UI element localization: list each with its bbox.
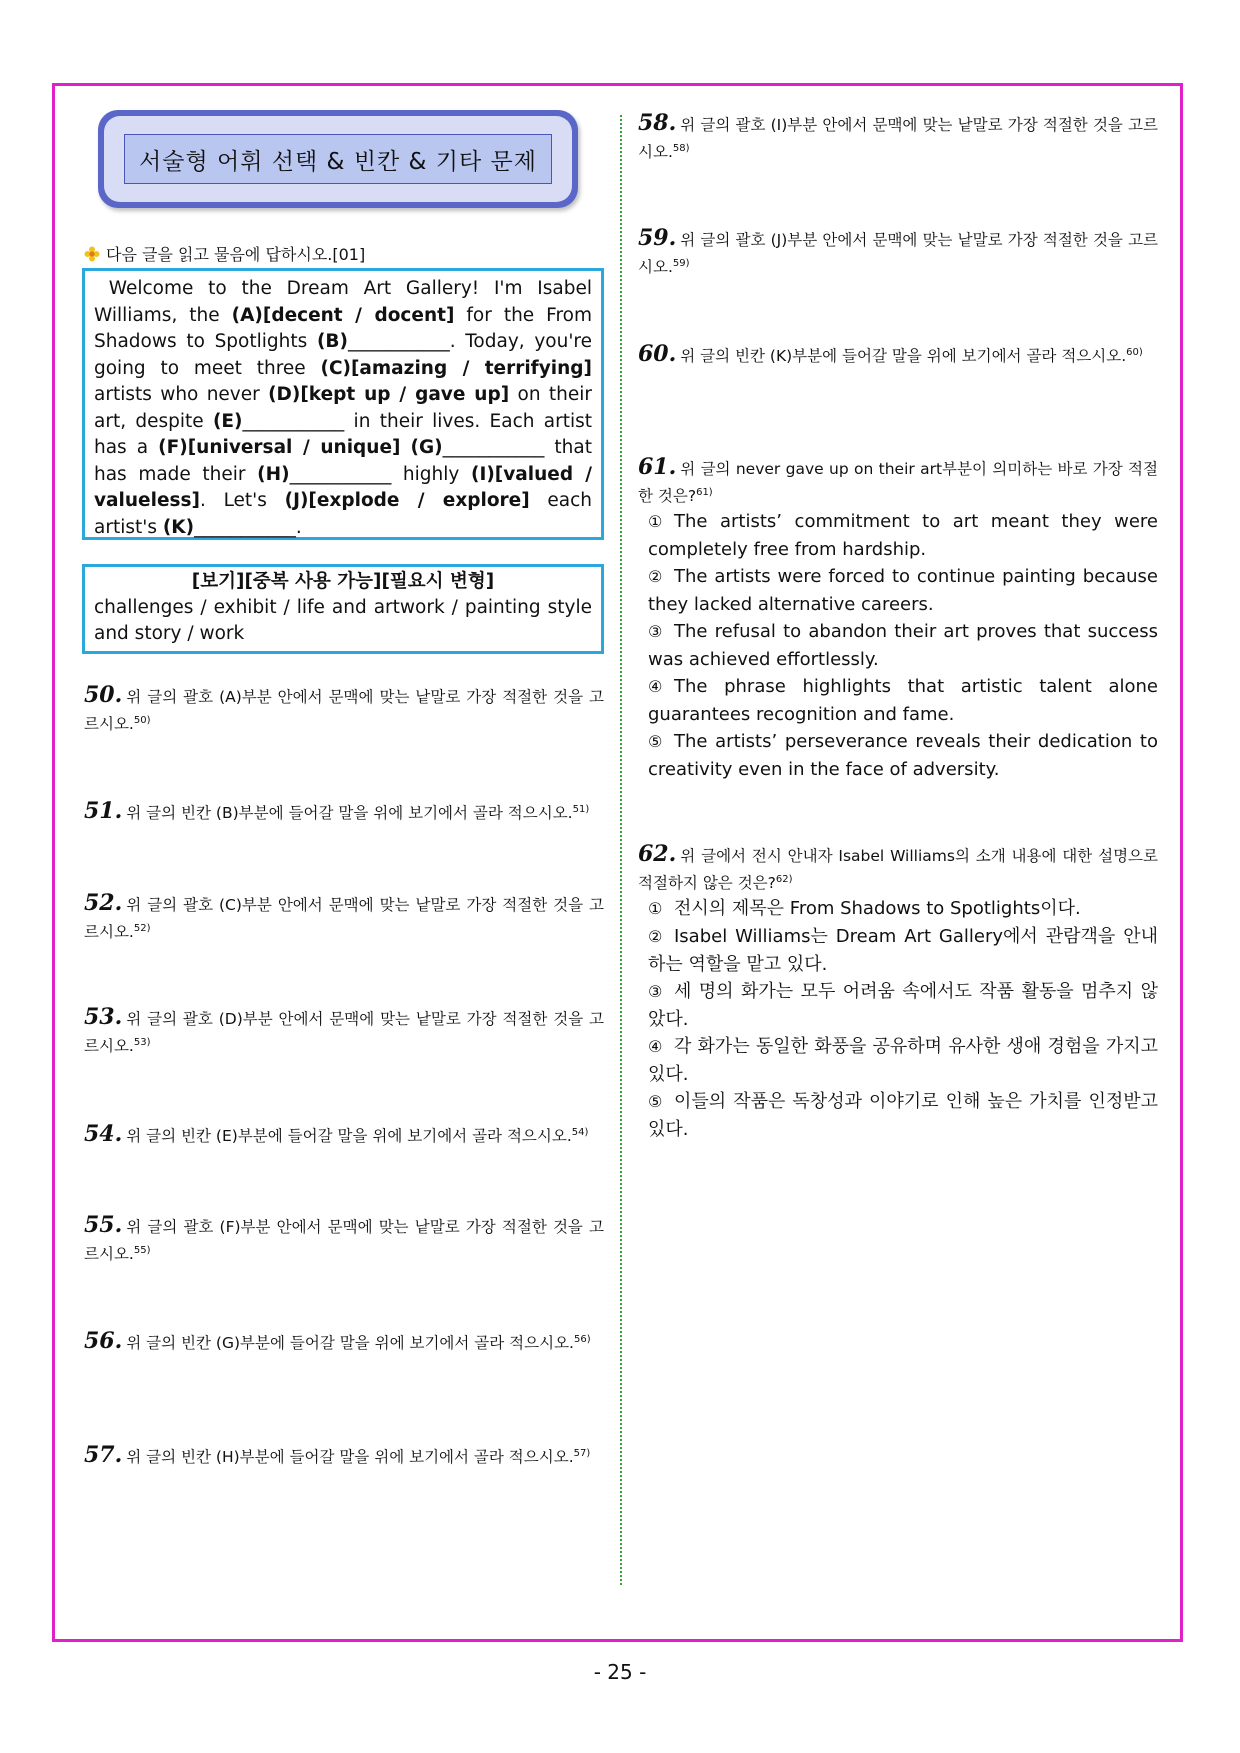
passage-text: ___________ in their lives. Each artist has a — [94, 410, 592, 458]
passage-text: artists who never — [94, 384, 269, 405]
option-mark: ② — [648, 927, 663, 946]
question-text: 위 글의 빈칸 (K)부분에 들어갈 말을 위에 보기에서 골라 적으시오. — [680, 347, 1127, 366]
option-text: Isabel Williams는 Dream Art Gallery에서 관람객을 안내하는 역할을 맡고 있다. — [648, 926, 1158, 975]
passage-text: ___________ that has made their — [94, 437, 592, 485]
option-text: 각 화가는 동일한 화풍을 공유하며 유사한 생애 경험을 가지고 있다. — [648, 1036, 1158, 1085]
footnote-mark: 62) — [775, 874, 793, 885]
question-text: 위 글의 괄호 (F)부분 안에서 문맥에 맞는 낱말로 가장 적절한 것을 고르시오. — [84, 1218, 604, 1264]
question-text: 위 글의 괄호 (J)부분 안에서 문맥에 맞는 낱말로 가장 적절한 것을 고르시오. — [638, 231, 1158, 277]
question-text: 위 글의 빈칸 (B)부분에 들어갈 말을 위에 보기에서 골라 적으시오. — [126, 804, 573, 823]
option-mark: ③ — [648, 622, 663, 641]
passage-text — [400, 437, 410, 458]
question-number: 51. — [84, 798, 123, 825]
option-text: 세 명의 화가는 모두 어려움 속에서도 작품 활동을 멈추지 않았다. — [648, 981, 1158, 1030]
reading-passage — [82, 268, 604, 540]
option-61-5[interactable] — [648, 728, 1158, 783]
footnote-mark: 51) — [572, 804, 590, 815]
question-50 — [84, 684, 604, 736]
question-52 — [84, 892, 604, 944]
question-text: 위 글에서 전시 안내자 Isabel Williams의 소개 내용에 대한 설명으로 적절하지 않은 것은? — [638, 847, 1158, 893]
option-text: 이들의 작품은 독창성과 이야기로 인해 높은 가치를 인정받고 있다. — [648, 1091, 1158, 1140]
question-text: 위 글의 빈칸 (E)부분에 들어갈 말을 위에 보기에서 골라 적으시오. — [126, 1127, 572, 1146]
option-text: The artists’ commitment to art meant they were completely free from hardship. — [648, 511, 1158, 560]
passage-text: for the From Shadows to Spotlights — [94, 304, 592, 352]
question-number: 62. — [638, 841, 677, 867]
page-number: - 25 - — [593, 1660, 647, 1684]
blank-k: (K) — [162, 516, 195, 538]
blank-d: (D)[kept up / gave up] — [268, 384, 510, 405]
question-53 — [84, 1006, 604, 1058]
question-57 — [84, 1442, 604, 1469]
option-mark: ① — [648, 512, 663, 531]
question-59 — [638, 227, 1158, 279]
section-title-badge — [98, 110, 578, 208]
option-61-4[interactable] — [648, 673, 1158, 728]
question-58 — [638, 112, 1158, 164]
option-61-1[interactable] — [648, 508, 1158, 563]
blank-a: (A)[decent / docent] — [231, 304, 455, 326]
option-mark: ④ — [648, 1037, 663, 1056]
option-62-2[interactable] — [648, 923, 1158, 978]
instruction-text: 다음 글을 읽고 물음에 답하시오.[01] — [106, 245, 366, 264]
question-number: 58. — [638, 110, 677, 136]
footnote-mark: 59) — [672, 258, 690, 269]
question-number: 57. — [84, 1442, 123, 1469]
footnote-mark: 55) — [133, 1245, 151, 1256]
blank-j: (J)[explode / explore] — [284, 490, 530, 511]
passage-text: ___________ highly — [289, 463, 471, 485]
question-number: 56. — [84, 1328, 123, 1355]
question-61 — [638, 456, 1158, 508]
option-text: The phrase highlights that artistic talent alone guarantees recognition and fame. — [648, 676, 1158, 725]
question-text: 위 글의 괄호 (C)부분 안에서 문맥에 맞는 낱말로 가장 적절한 것을 고르시오. — [84, 896, 604, 942]
blank-e: (E) — [212, 410, 243, 432]
option-text: The refusal to abandon their art proves that success was achieved effortlessly. — [648, 621, 1158, 670]
footnote-mark: 56) — [573, 1334, 591, 1345]
footnote-mark: 54) — [571, 1127, 589, 1138]
question-number: 61. — [638, 454, 677, 480]
footnote-mark: 61) — [696, 487, 713, 498]
footnote-mark: 50) — [133, 715, 151, 726]
question-text: 위 글의 괄호 (A)부분 안에서 문맥에 맞는 낱말로 가장 적절한 것을 고르시오. — [84, 688, 604, 734]
option-mark: ⑤ — [648, 1092, 663, 1111]
blank-i: (I)[valued / valueless] — [94, 463, 593, 511]
question-55 — [84, 1214, 604, 1266]
option-text: The artists were forced to continue painting because they lacked alternative careers. — [648, 566, 1158, 615]
passage-text: on their art, despite — [94, 384, 592, 432]
passage-text: Welcome to the Dream Art Gallery! I'm Isabel Williams, the — [94, 278, 592, 326]
option-61-2[interactable] — [648, 563, 1158, 618]
question-number: 50. — [84, 682, 123, 708]
question-number: 55. — [84, 1212, 123, 1238]
option-mark: ④ — [648, 677, 663, 696]
passage-text: ___________. — [194, 516, 302, 538]
option-62-5[interactable] — [648, 1088, 1158, 1143]
footnote-mark: 52) — [133, 923, 151, 934]
badge-inner-border — [104, 116, 572, 202]
option-61-3[interactable] — [648, 618, 1158, 673]
question-54 — [84, 1121, 604, 1148]
question-62 — [638, 843, 1158, 895]
blank-g: (G) — [410, 437, 443, 458]
blank-h: (H) — [257, 463, 290, 485]
question-text: 위 글의 빈칸 (G)부분에 들어갈 말을 위에 보기에서 골라 적으시오. — [126, 1334, 574, 1353]
column-divider — [620, 115, 622, 1585]
question-number: 59. — [638, 225, 677, 251]
question-text: 위 글의 괄호 (I)부분 안에서 문맥에 맞는 낱말로 가장 적절한 것을 고르시오. — [638, 116, 1158, 162]
passage-text: . Let's — [199, 490, 285, 511]
option-62-1[interactable] — [648, 895, 1158, 923]
word-bank-words: challenges / exhibit / life and artwork / painting style and story / work — [94, 597, 592, 644]
footnote-mark: 53) — [133, 1037, 151, 1048]
footnote-mark: 57) — [573, 1448, 591, 1459]
question-60 — [638, 341, 1158, 368]
blank-b: (B) — [316, 331, 348, 352]
option-mark: ⑤ — [648, 732, 663, 751]
question-number: 52. — [84, 890, 123, 916]
footnote-mark: 60) — [1126, 347, 1143, 358]
flower-icon — [84, 246, 100, 262]
passage-text: each artist's — [94, 490, 593, 538]
question-51 — [84, 798, 604, 825]
question-text: 위 글의 never gave up on their art부분이 의미하는 바로 가장 적절한 것은? — [638, 460, 1158, 506]
footnote-mark: 58) — [672, 143, 690, 154]
option-62-3[interactable] — [648, 978, 1158, 1033]
option-text: The artists’ perseverance reveals their dedication to creativity even in the face of adversity. — [648, 731, 1158, 780]
option-62-4[interactable] — [648, 1033, 1158, 1088]
blank-f: (F)[universal / unique] — [158, 437, 401, 458]
passage-text: ___________. Today, you're going to meet three — [94, 331, 592, 379]
word-bank-box — [82, 564, 604, 654]
blank-c: (C)[amazing / terrifying] — [320, 357, 592, 379]
word-bank-heading: [보기][중복 사용 가능][필요시 변형] — [191, 571, 495, 592]
option-text: 전시의 제목은 From Shadows to Spotlights이다. — [674, 898, 1081, 919]
option-mark: ② — [648, 567, 663, 586]
question-text: 위 글의 괄호 (D)부분 안에서 문맥에 맞는 낱말로 가장 적절한 것을 고르시오. — [84, 1010, 604, 1056]
section-title: 서술형 어휘 선택 & 빈칸 & 기타 문제 — [124, 134, 552, 184]
question-number: 60. — [638, 341, 677, 368]
question-56 — [84, 1328, 604, 1355]
question-number: 54. — [84, 1121, 123, 1148]
instruction — [84, 242, 365, 265]
question-text: 위 글의 빈칸 (H)부분에 들어갈 말을 위에 보기에서 골라 적으시오. — [126, 1448, 574, 1467]
option-mark: ③ — [648, 982, 663, 1001]
question-number: 53. — [84, 1004, 123, 1030]
option-mark: ① — [648, 899, 663, 918]
